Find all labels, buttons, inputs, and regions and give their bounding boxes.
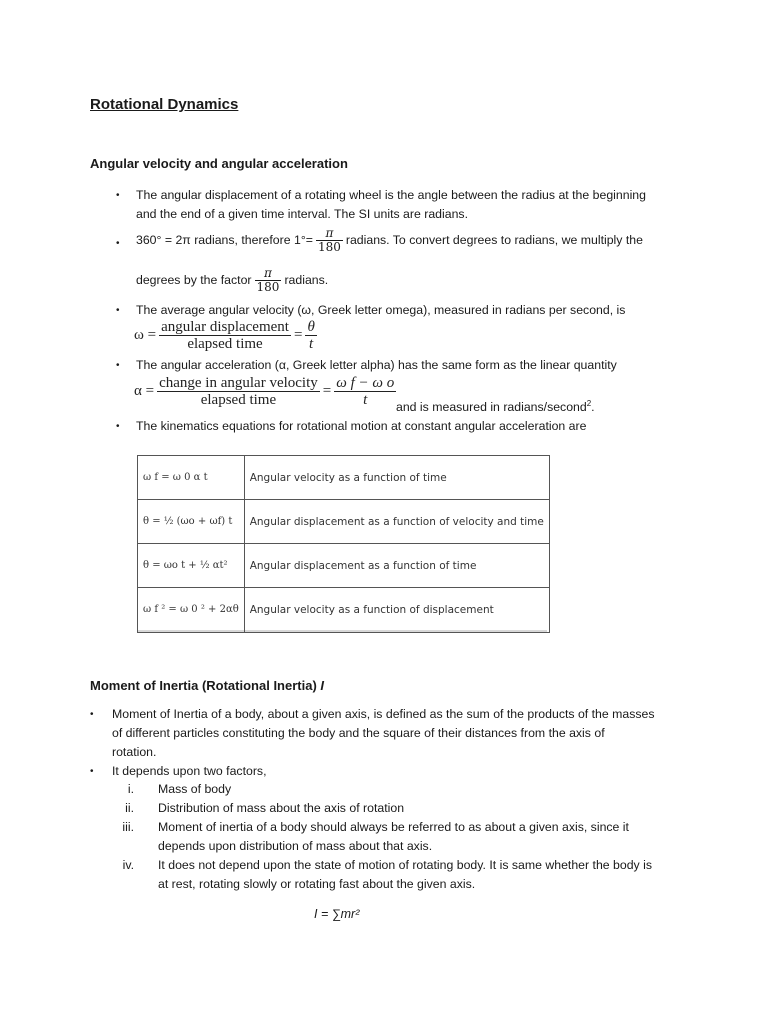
text-span: 360° = 2π radians, therefore 1°= <box>136 233 313 247</box>
text-span: degrees by the factor <box>136 273 252 287</box>
fraction-denominator: 180 <box>256 279 280 294</box>
equation-lhs: ω = <box>134 327 157 343</box>
list-item: It does not depend upon the state of motion of rotating body. It is same whether the body is <box>158 858 653 872</box>
angular-acceleration-equation <box>134 372 399 410</box>
bullet: • <box>90 766 94 777</box>
paragraph-line: Moment of Inertia of a body, about a given axis, is defined as the sum of the products of the masses <box>112 707 655 721</box>
list-item: Mass of body <box>158 782 232 796</box>
section-heading-angular: Angular velocity and angular acceleration <box>90 156 348 171</box>
table-cell-equation: θ = ½ (ωo + ωf) t <box>138 500 245 544</box>
paragraph-line: The angular acceleration (α, Greek letter alpha) has the same form as the linear quantity <box>136 358 617 372</box>
paragraph-line <box>136 262 328 298</box>
equation-fraction <box>305 319 316 352</box>
fraction-numerator: change in angular velocity <box>159 374 318 391</box>
paragraph-line <box>136 222 643 258</box>
angular-velocity-equation <box>134 317 320 353</box>
paragraph-line: It depends upon two factors, <box>112 764 267 778</box>
fraction-denominator: elapsed time <box>187 335 263 352</box>
paragraph-line: rotation. <box>112 745 157 759</box>
table-cell-equation: θ = ωo t + ½ αt² <box>138 544 245 588</box>
text-span: and is measured in radians/second <box>396 400 587 415</box>
paragraph-line: The kinematics equations for rotational motion at constant angular acceleration are <box>136 419 587 433</box>
equals-sign: = <box>293 327 303 343</box>
pi-over-180-fraction <box>255 267 282 294</box>
fraction-denominator: 180 <box>317 239 341 254</box>
bullet: • <box>116 190 120 201</box>
superscript: 2 <box>586 399 592 408</box>
bullet: • <box>116 238 120 249</box>
bullet: • <box>116 421 120 432</box>
table-cell-description: Angular velocity as a function of time <box>244 456 549 500</box>
heading-text: Moment of Inertia (Rotational Inertia) <box>90 678 317 693</box>
moment-of-inertia-formula: I = ∑mr² <box>314 907 360 921</box>
heading-variable: I <box>320 678 325 693</box>
equals-sign: = <box>322 383 332 399</box>
list-item: depends upon distribution of mass about that axis. <box>158 839 433 853</box>
list-number: i. <box>127 782 134 796</box>
paragraph-line: The average angular velocity (ω, Greek letter omega), measured in radians per second, is <box>136 303 626 317</box>
fraction-numerator: π <box>316 227 343 241</box>
bullet: • <box>90 709 94 720</box>
bullet: • <box>116 360 120 371</box>
text-span: radians. To convert degrees to radians, we multiply the <box>345 233 643 247</box>
pi-over-180-fraction <box>316 227 343 254</box>
kinematics-table <box>137 455 550 633</box>
table-row <box>138 500 550 544</box>
paragraph-line: The angular displacement of a rotating wheel is the angle between the radius at the beginning <box>136 188 646 202</box>
equation-fraction <box>159 319 291 352</box>
fraction-numerator: angular displacement <box>161 318 289 335</box>
list-number: iii. <box>122 820 134 834</box>
fraction-denominator: elapsed time <box>200 391 277 408</box>
list-item: Distribution of mass about the axis of rotation <box>158 801 405 815</box>
equation-fraction <box>157 375 320 408</box>
fraction-numerator: θ <box>307 318 315 335</box>
text-span: . <box>591 400 595 415</box>
fraction-numerator: ω f − ω o <box>336 374 395 391</box>
fraction-denominator: t <box>309 335 314 352</box>
paragraph-line: and the end of a given time interval. The SI units are radians. <box>136 207 468 221</box>
list-item: at rest, rotating slowly or rotating fast about the given axis. <box>158 877 476 891</box>
page-title: Rotational Dynamics <box>90 96 239 113</box>
text-span: radians. <box>284 273 329 287</box>
bullet: • <box>116 305 120 316</box>
table-cell-equation: ω f = ω 0 α t <box>138 456 245 500</box>
list-number: iv. <box>122 858 134 872</box>
table-cell-equation: ω f ² = ω 0 ² + 2αθ <box>138 588 245 633</box>
paragraph-line <box>396 395 595 416</box>
table-cell-description: Angular velocity as a function of displacement <box>244 588 549 633</box>
list-item: Moment of inertia of a body should always be referred to as about a given axis, since it <box>158 820 629 834</box>
table-cell-description: Angular displacement as a function of velocity and time <box>244 500 549 544</box>
table-cell-description: Angular displacement as a function of time <box>244 544 549 588</box>
fraction-denominator: t <box>363 391 368 408</box>
table-row <box>138 544 550 588</box>
list-number: ii. <box>125 801 134 815</box>
equation-lhs: α = <box>134 383 155 399</box>
table-row <box>138 456 550 500</box>
table-row <box>138 588 550 633</box>
paragraph-line: of different particles constituting the body and the square of their distances from the axis of <box>112 726 605 740</box>
section-heading-moment-of-inertia <box>90 677 324 695</box>
fraction-numerator: π <box>255 267 282 281</box>
equation-fraction <box>334 375 396 408</box>
